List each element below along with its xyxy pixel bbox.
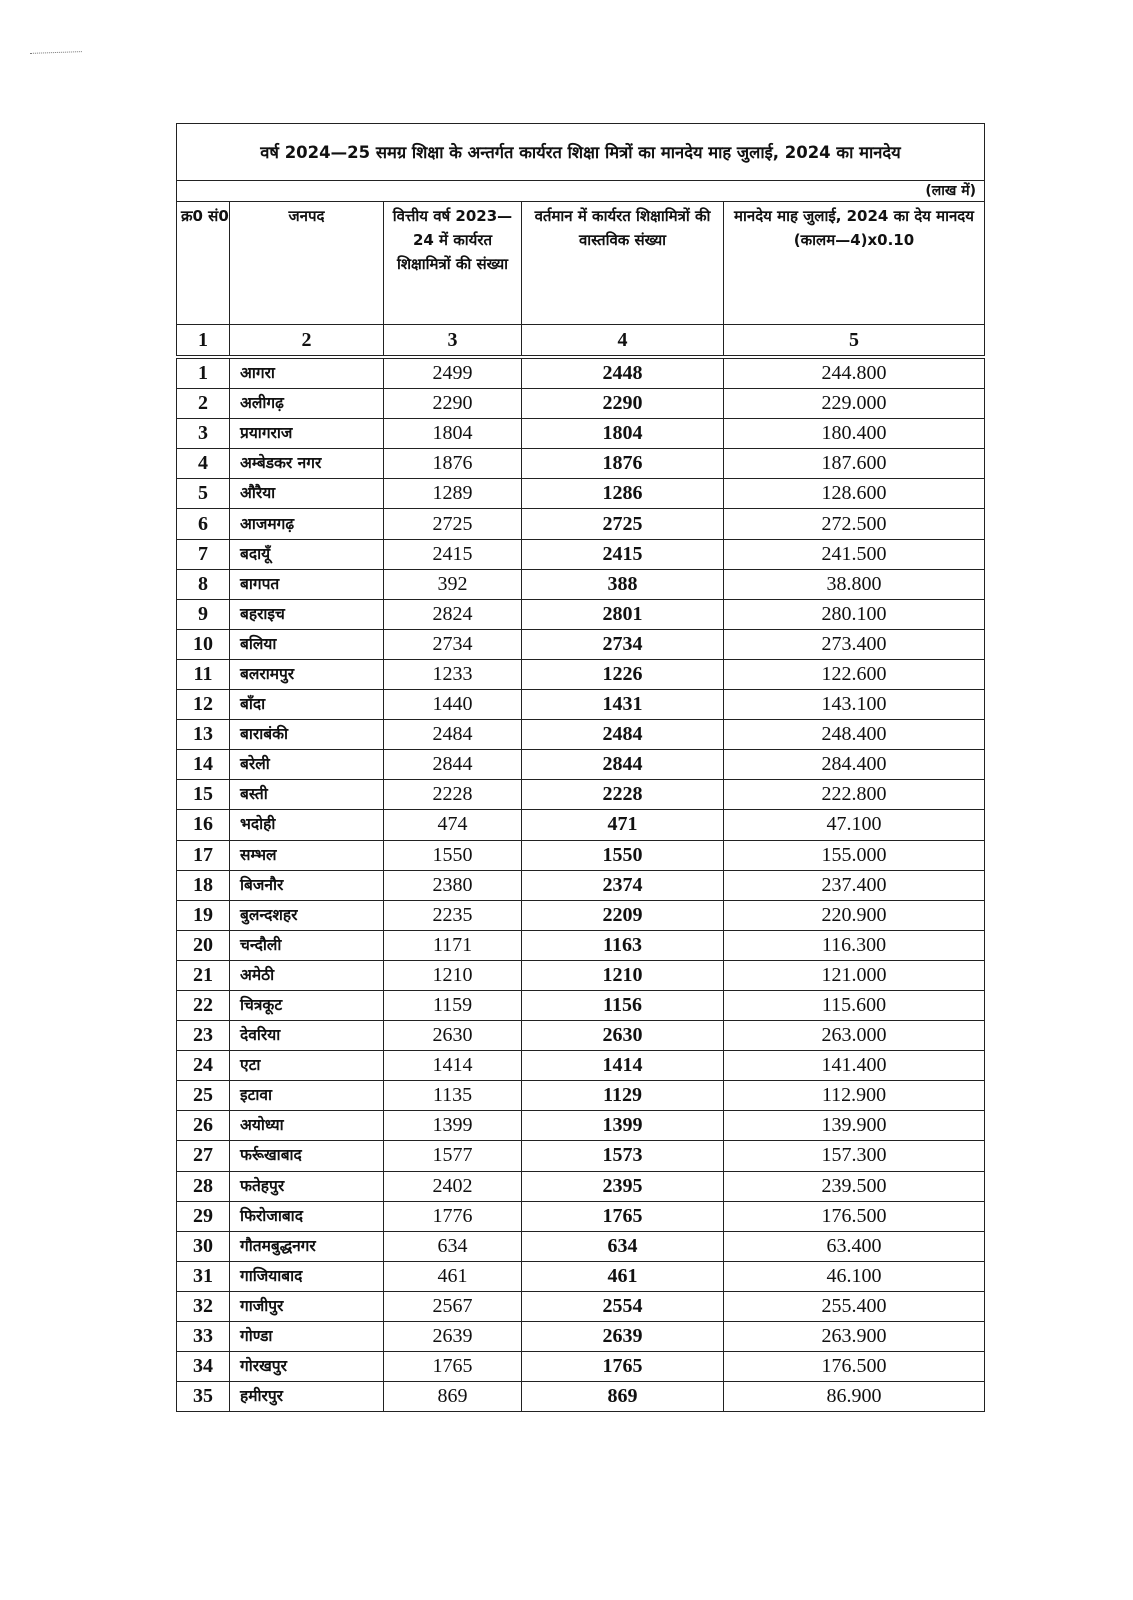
table-row xyxy=(177,1291,985,1321)
current-count-cell: 1399 xyxy=(522,1111,724,1141)
fy-count-cell: 1289 xyxy=(384,479,522,509)
honorarium-cell: 116.300 xyxy=(724,930,985,960)
honorarium-cell: 47.100 xyxy=(724,810,985,840)
table-row xyxy=(177,1322,985,1352)
serial-number-cell: 7 xyxy=(177,539,230,569)
honorarium-cell: 248.400 xyxy=(724,720,985,750)
serial-number-cell: 12 xyxy=(177,690,230,720)
fy-count-cell: 2630 xyxy=(384,1021,522,1051)
serial-number-cell: 8 xyxy=(177,569,230,599)
district-cell: फतेहपुर xyxy=(230,1171,384,1201)
district-cell: बाँदा xyxy=(230,690,384,720)
table-row xyxy=(177,1382,985,1412)
district-cell: बरेली xyxy=(230,750,384,780)
current-count-cell: 1286 xyxy=(522,479,724,509)
district-cell: आगरा xyxy=(230,357,384,389)
current-count-cell: 2484 xyxy=(522,720,724,750)
fy-count-cell: 2734 xyxy=(384,629,522,659)
fy-count-cell: 1550 xyxy=(384,840,522,870)
fy-count-cell: 2402 xyxy=(384,1171,522,1201)
district-cell: भदोही xyxy=(230,810,384,840)
fy-count-cell: 461 xyxy=(384,1261,522,1291)
unit-label: (लाख में) xyxy=(177,181,985,202)
honorarium-cell: 239.500 xyxy=(724,1171,985,1201)
current-count-cell: 2209 xyxy=(522,900,724,930)
table-title: वर्ष 2024—25 समग्र शिक्षा के अन्तर्गत कार्यरत शिक्षा मित्रों का मानदेय माह जुलाई, 2024 का मानदेय xyxy=(177,124,985,181)
serial-number-cell: 1 xyxy=(177,357,230,389)
current-count-cell: 388 xyxy=(522,569,724,599)
current-count-cell: 2734 xyxy=(522,629,724,659)
district-cell: बहराइच xyxy=(230,599,384,629)
current-count-cell: 471 xyxy=(522,810,724,840)
serial-number-cell: 10 xyxy=(177,629,230,659)
current-count-cell: 1550 xyxy=(522,840,724,870)
honorarium-cell: 121.000 xyxy=(724,960,985,990)
honorarium-cell: 38.800 xyxy=(724,569,985,599)
fy-count-cell: 1876 xyxy=(384,449,522,479)
honorarium-cell: 220.900 xyxy=(724,900,985,930)
serial-number-cell: 24 xyxy=(177,1051,230,1081)
current-count-cell: 2639 xyxy=(522,1322,724,1352)
serial-number-cell: 21 xyxy=(177,960,230,990)
fy-count-cell: 1776 xyxy=(384,1201,522,1231)
serial-number-cell: 17 xyxy=(177,840,230,870)
district-cell: अमेठी xyxy=(230,960,384,990)
honorarium-cell: 241.500 xyxy=(724,539,985,569)
column-number: 5 xyxy=(724,325,985,358)
serial-number-cell: 13 xyxy=(177,720,230,750)
table-row xyxy=(177,389,985,419)
column-number-row xyxy=(177,325,985,358)
honorarium-cell: 222.800 xyxy=(724,780,985,810)
table-row xyxy=(177,599,985,629)
honorarium-cell: 122.600 xyxy=(724,659,985,689)
current-count-cell: 2630 xyxy=(522,1021,724,1051)
fy-count-cell: 1440 xyxy=(384,690,522,720)
serial-number-cell: 23 xyxy=(177,1021,230,1051)
current-count-cell: 461 xyxy=(522,1261,724,1291)
serial-number-cell: 14 xyxy=(177,750,230,780)
current-count-cell: 2725 xyxy=(522,509,724,539)
district-cell: एटा xyxy=(230,1051,384,1081)
table-row xyxy=(177,870,985,900)
honorarium-cell: 63.400 xyxy=(724,1231,985,1261)
serial-number-cell: 22 xyxy=(177,990,230,1020)
district-cell: बाराबंकी xyxy=(230,720,384,750)
serial-number-cell: 4 xyxy=(177,449,230,479)
serial-number-cell: 9 xyxy=(177,599,230,629)
table-row xyxy=(177,1171,985,1201)
current-count-cell: 1431 xyxy=(522,690,724,720)
serial-number-cell: 20 xyxy=(177,930,230,960)
district-cell: अलीगढ़ xyxy=(230,389,384,419)
current-count-cell: 2448 xyxy=(522,357,724,389)
current-count-cell: 2374 xyxy=(522,870,724,900)
fy-count-cell: 1804 xyxy=(384,419,522,449)
current-count-cell: 1414 xyxy=(522,1051,724,1081)
district-cell: बिजनौर xyxy=(230,870,384,900)
district-cell: प्रयागराज xyxy=(230,419,384,449)
current-count-cell: 2801 xyxy=(522,599,724,629)
honorarium-cell: 237.400 xyxy=(724,870,985,900)
fy-count-cell: 1135 xyxy=(384,1081,522,1111)
district-cell: गोरखपुर xyxy=(230,1352,384,1382)
table-row xyxy=(177,539,985,569)
current-count-cell: 1573 xyxy=(522,1141,724,1171)
district-cell: बदायूँ xyxy=(230,539,384,569)
district-cell: सम्भल xyxy=(230,840,384,870)
header-honorarium: मानदेय माह जुलाई, 2024 का देय मानदय (कालम—4)x0.10 xyxy=(724,202,985,325)
table-row xyxy=(177,1352,985,1382)
table-row xyxy=(177,419,985,449)
honorarium-cell: 115.600 xyxy=(724,990,985,1020)
fy-count-cell: 1171 xyxy=(384,930,522,960)
header-district: जनपद xyxy=(230,202,384,325)
current-count-cell: 2395 xyxy=(522,1171,724,1201)
honorarium-cell: 86.900 xyxy=(724,1382,985,1412)
honorarium-cell: 180.400 xyxy=(724,419,985,449)
fy-count-cell: 1159 xyxy=(384,990,522,1020)
table-row xyxy=(177,840,985,870)
table-row xyxy=(177,1231,985,1261)
column-number: 4 xyxy=(522,325,724,358)
fy-count-cell: 2567 xyxy=(384,1291,522,1321)
header-fy-count: वित्तीय वर्ष 2023—24 में कार्यरत शिक्षामित्रों की संख्या xyxy=(384,202,522,325)
district-cell: फर्रूखाबाद xyxy=(230,1141,384,1171)
fy-count-cell: 2415 xyxy=(384,539,522,569)
scan-artifact xyxy=(30,51,82,62)
fy-count-cell: 1577 xyxy=(384,1141,522,1171)
current-count-cell: 2554 xyxy=(522,1291,724,1321)
table-row xyxy=(177,1261,985,1291)
district-cell: चित्रकूट xyxy=(230,990,384,1020)
fy-count-cell: 2235 xyxy=(384,900,522,930)
table-row xyxy=(177,449,985,479)
honorarium-cell: 263.900 xyxy=(724,1322,985,1352)
current-count-cell: 1765 xyxy=(522,1352,724,1382)
fy-count-cell: 1399 xyxy=(384,1111,522,1141)
fy-count-cell: 1765 xyxy=(384,1352,522,1382)
fy-count-cell: 392 xyxy=(384,569,522,599)
serial-number-cell: 26 xyxy=(177,1111,230,1141)
table-row xyxy=(177,479,985,509)
fy-count-cell: 869 xyxy=(384,1382,522,1412)
fy-count-cell: 1210 xyxy=(384,960,522,990)
district-cell: गौतमबुद्धनगर xyxy=(230,1231,384,1261)
honorarium-cell: 229.000 xyxy=(724,389,985,419)
honorarium-cell: 280.100 xyxy=(724,599,985,629)
district-cell: हमीरपुर xyxy=(230,1382,384,1412)
table-row xyxy=(177,750,985,780)
table-row xyxy=(177,569,985,599)
table-row xyxy=(177,1111,985,1141)
serial-number-cell: 2 xyxy=(177,389,230,419)
table-row xyxy=(177,659,985,689)
honorarium-cell: 46.100 xyxy=(724,1261,985,1291)
serial-number-cell: 16 xyxy=(177,810,230,840)
fy-count-cell: 2639 xyxy=(384,1322,522,1352)
honorarium-cell: 157.300 xyxy=(724,1141,985,1171)
current-count-cell: 2228 xyxy=(522,780,724,810)
fy-count-cell: 1233 xyxy=(384,659,522,689)
honorarium-cell: 176.500 xyxy=(724,1352,985,1382)
current-count-cell: 1876 xyxy=(522,449,724,479)
serial-number-cell: 27 xyxy=(177,1141,230,1171)
honorarium-cell: 263.000 xyxy=(724,1021,985,1051)
serial-number-cell: 19 xyxy=(177,900,230,930)
serial-number-cell: 32 xyxy=(177,1291,230,1321)
district-cell: गाजियाबाद xyxy=(230,1261,384,1291)
fy-count-cell: 2844 xyxy=(384,750,522,780)
table-row xyxy=(177,900,985,930)
district-cell: गाजीपुर xyxy=(230,1291,384,1321)
honorarium-cell: 273.400 xyxy=(724,629,985,659)
district-cell: बुलन्दशहर xyxy=(230,900,384,930)
fy-count-cell: 2499 xyxy=(384,357,522,389)
honorarium-cell: 139.900 xyxy=(724,1111,985,1141)
honorarium-cell: 284.400 xyxy=(724,750,985,780)
current-count-cell: 634 xyxy=(522,1231,724,1261)
column-number: 3 xyxy=(384,325,522,358)
honorarium-cell: 176.500 xyxy=(724,1201,985,1231)
header-current-count: वर्तमान में कार्यरत शिक्षामित्रों की वास्तविक संख्या xyxy=(522,202,724,325)
serial-number-cell: 3 xyxy=(177,419,230,449)
table-row xyxy=(177,720,985,750)
district-cell: बस्ती xyxy=(230,780,384,810)
serial-number-cell: 5 xyxy=(177,479,230,509)
serial-number-cell: 25 xyxy=(177,1081,230,1111)
serial-number-cell: 29 xyxy=(177,1201,230,1231)
column-number: 2 xyxy=(230,325,384,358)
district-cell: अयोध्या xyxy=(230,1111,384,1141)
serial-number-cell: 31 xyxy=(177,1261,230,1291)
table-row xyxy=(177,1141,985,1171)
district-cell: फिरोजाबाद xyxy=(230,1201,384,1231)
table-row xyxy=(177,1201,985,1231)
table-row xyxy=(177,357,985,389)
fy-count-cell: 2228 xyxy=(384,780,522,810)
table-row xyxy=(177,810,985,840)
current-count-cell: 1129 xyxy=(522,1081,724,1111)
honorarium-cell: 187.600 xyxy=(724,449,985,479)
table-row xyxy=(177,1021,985,1051)
district-cell: चन्दौली xyxy=(230,930,384,960)
fy-count-cell: 2484 xyxy=(384,720,522,750)
current-count-cell: 1156 xyxy=(522,990,724,1020)
table-row xyxy=(177,990,985,1020)
district-cell: अम्बेडकर नगर xyxy=(230,449,384,479)
honorarium-cell: 112.900 xyxy=(724,1081,985,1111)
district-cell: बलरामपुर xyxy=(230,659,384,689)
table-row xyxy=(177,780,985,810)
current-count-cell: 1163 xyxy=(522,930,724,960)
current-count-cell: 1765 xyxy=(522,1201,724,1231)
table-row xyxy=(177,690,985,720)
table-row xyxy=(177,509,985,539)
serial-number-cell: 33 xyxy=(177,1322,230,1352)
table-body xyxy=(177,357,985,1412)
district-cell: आजमगढ़ xyxy=(230,509,384,539)
honorarium-cell: 155.000 xyxy=(724,840,985,870)
table-row xyxy=(177,1081,985,1111)
district-cell: औरैया xyxy=(230,479,384,509)
current-count-cell: 1210 xyxy=(522,960,724,990)
serial-number-cell: 11 xyxy=(177,659,230,689)
table-row xyxy=(177,1051,985,1081)
honorarium-cell: 272.500 xyxy=(724,509,985,539)
fy-count-cell: 2380 xyxy=(384,870,522,900)
current-count-cell: 1804 xyxy=(522,419,724,449)
honorarium-cell: 143.100 xyxy=(724,690,985,720)
serial-number-cell: 18 xyxy=(177,870,230,900)
fy-count-cell: 2824 xyxy=(384,599,522,629)
district-cell: गोण्डा xyxy=(230,1322,384,1352)
honorarium-cell: 128.600 xyxy=(724,479,985,509)
serial-number-cell: 35 xyxy=(177,1382,230,1412)
honorarium-cell: 244.800 xyxy=(724,357,985,389)
honorarium-cell: 141.400 xyxy=(724,1051,985,1081)
district-cell: इटावा xyxy=(230,1081,384,1111)
current-count-cell: 2844 xyxy=(522,750,724,780)
fy-count-cell: 474 xyxy=(384,810,522,840)
column-number: 1 xyxy=(177,325,230,358)
honorarium-table xyxy=(176,123,985,1412)
current-count-cell: 1226 xyxy=(522,659,724,689)
fy-count-cell: 2290 xyxy=(384,389,522,419)
fy-count-cell: 1414 xyxy=(384,1051,522,1081)
table-row xyxy=(177,629,985,659)
district-cell: बलिया xyxy=(230,629,384,659)
district-cell: बागपत xyxy=(230,569,384,599)
fy-count-cell: 634 xyxy=(384,1231,522,1261)
table-row xyxy=(177,930,985,960)
serial-number-cell: 15 xyxy=(177,780,230,810)
serial-number-cell: 30 xyxy=(177,1231,230,1261)
header-serial: क्र0 सं0 xyxy=(177,202,230,325)
district-cell: देवरिया xyxy=(230,1021,384,1051)
honorarium-cell: 255.400 xyxy=(724,1291,985,1321)
current-count-cell: 2290 xyxy=(522,389,724,419)
serial-number-cell: 34 xyxy=(177,1352,230,1382)
table-row xyxy=(177,960,985,990)
serial-number-cell: 6 xyxy=(177,509,230,539)
fy-count-cell: 2725 xyxy=(384,509,522,539)
serial-number-cell: 28 xyxy=(177,1171,230,1201)
current-count-cell: 2415 xyxy=(522,539,724,569)
current-count-cell: 869 xyxy=(522,1382,724,1412)
